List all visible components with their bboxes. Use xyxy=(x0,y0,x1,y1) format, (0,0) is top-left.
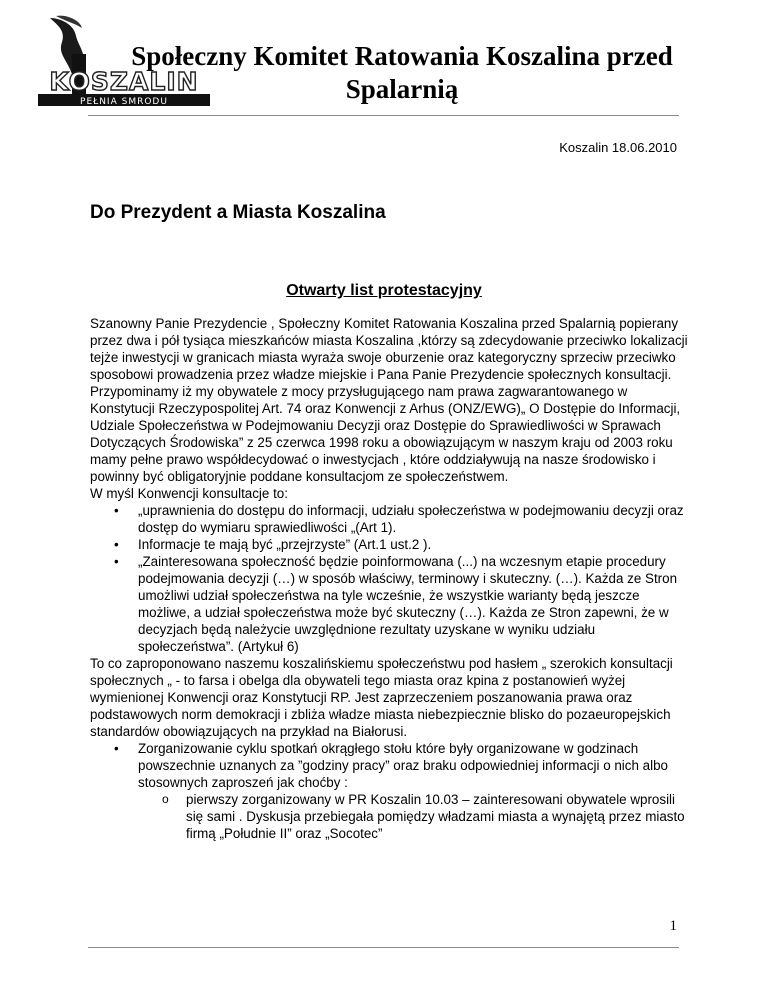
convention-list xyxy=(90,502,690,655)
meetings-list xyxy=(90,740,690,842)
intro-paragraph: Szanowny Panie Prezydencie , Społeczny Komitet Ratowania Koszalina przed Spalarnią popierany przez dwa i pół tysiąca mieszkańców miasta Koszalina ,którzy są zdecydowanie przeciwko lokalizacji tejże inwestycji w granicach miasta wyraża swoje oburzenie oraz kategoryczny sprzeciw przeciwko sposobowi prowadzenia przez władze miejskie i Pana Panie Prezydencie społecznych konsultacji. Przypominamy iż my obywatele z mocy przysługującego nam prawa zagwarantowanego w Konstytucji Rzeczypospolitej Art. 74 oraz Konwencji z Arhus (ONZ/EWG)„ O Dostępie do Informacji, Udziale Społeczeństwa w Podejmowaniu Decyzji oraz Dostępie do Sprawiedliwości w Sprawach Dotyczących Środowiska” z 25 czerwca 1998 roku a obowiązującym w naszym kraju od 2003 roku mamy pełne prawo współdecydować o inwestycjach , które oddziaływują na nasze środowisko i powinny być obligatoryjnie poddane konsultacjom ze społeczeństwem. xyxy=(90,316,688,484)
meetings-point-text: Zorganizowanie cyklu spotkań okrągłego stołu które były organizowane w godzinach powszechnie uznanych za ”godziny pracy” oraz braku odpowiedniej informacji o nich albo stosownych zaproszeń jak choćby : xyxy=(138,741,668,790)
list-item xyxy=(90,740,690,842)
list-item: o pierwszy zorganizowany w PR Koszalin 10.03 – zainteresowani obywatele wprosili się sami . Dyskusja przebiegała pomiędzy władzami miasta a wynajętą przez miasto firmą „Południe II” oraz „Socotec” xyxy=(138,791,690,842)
header-divider xyxy=(88,115,679,116)
list-item: • „Zainteresowana społeczność będzie poinformowana (...) na wczesnym etapie procedury podejmowania decyzji (…) w sposób właściwy, terminowy i skuteczny. (…). Każda ze Stron umożliwi udział społeczeństwa na tyle wcześnie, że wszystkie warianty będą jeszcze możliwe, a udział społeczeństwa może być skuteczny (…). Każda ze Stron zapewni, że w decyzjach będą należycie uwzględnione rezultaty uzyskane w wyniku udziału społeczeństwa”. (Artykuł 6) xyxy=(90,553,690,655)
criticism-paragraph: To co zaproponowano naszemu koszalińskiemu społeczeństwu pod hasłem „ szerokich konsultacji społecznych „ - to farsa i obelga dla obywateli tego miasta oraz kpina z postanowień wyżej wymienionej Konwencji oraz Konstytucji RP. Jest zaprzeczeniem poszanowania prawa oraz podstawowych norm demokracji i zbliża władze miasta niebezpiecznie blisko do pozaeuropejskich standardów obowiązujących na przykład na Białorusi. xyxy=(90,656,673,739)
letter-body xyxy=(90,315,690,842)
list-item: • Informacje te mają być „przejrzyste” (Art.1 ust.2 ). xyxy=(90,536,690,553)
convention-intro: W myśl Konwencji konsultacje to: xyxy=(90,486,288,501)
list-item: • „uprawnienia do dostępu do informacji, udziału społeczeństwa w podejmowaniu decyzji oraz dostęp do wymiaru sprawiedliwości „(Art 1). xyxy=(90,502,690,536)
page-number: 1 xyxy=(669,918,677,934)
svg-text:PEŁNIA SMRODU: PEŁNIA SMRODU xyxy=(80,97,168,107)
letter-date: Koszalin 18.06.2010 xyxy=(559,140,677,155)
letter-subject: Otwarty list protestacyjny xyxy=(286,282,482,299)
footer-divider xyxy=(88,947,679,948)
meetings-sublist xyxy=(138,791,690,842)
committee-title: Społeczny Komitet Ratowania Koszalina przed Spalarnią xyxy=(131,41,673,104)
recipient-heading: Do Prezydent a Miasta Koszalina xyxy=(90,202,386,223)
svg-text:KOSZALIN: KOSZALIN xyxy=(49,67,199,96)
